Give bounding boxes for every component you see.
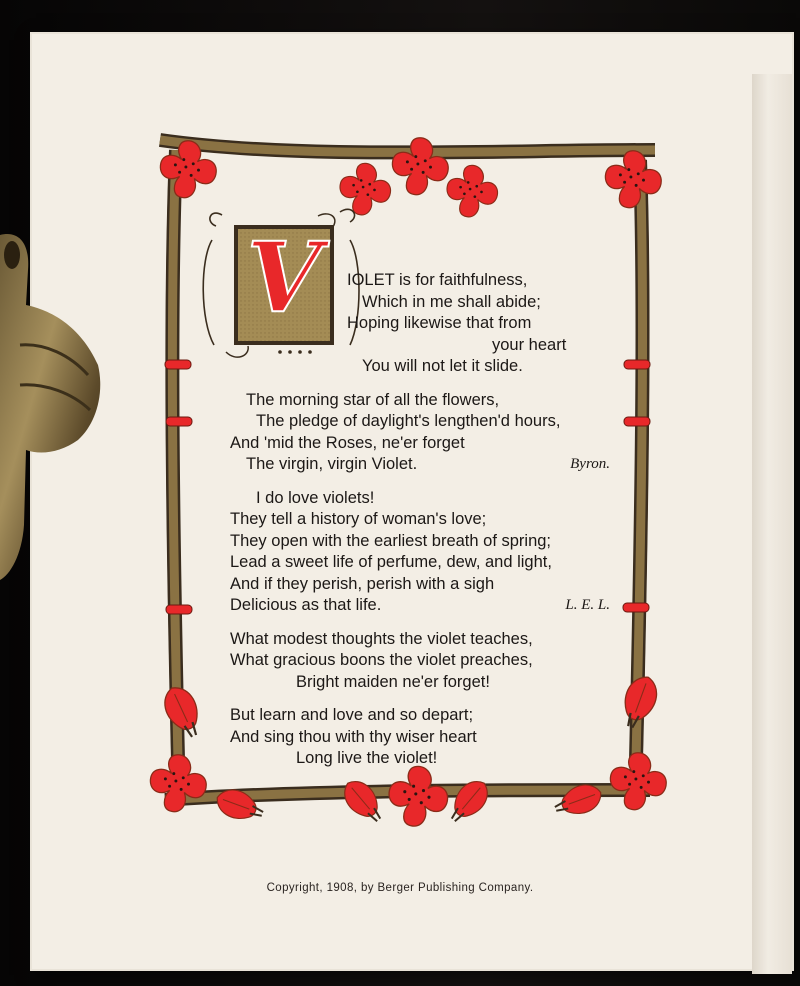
poem-line: What modest thoughts the violet teaches, bbox=[230, 629, 533, 648]
poem-line: And 'mid the Roses, ne'er forget bbox=[230, 433, 465, 452]
poem-attribution: L. E. L. bbox=[565, 597, 610, 613]
poem-line: They open with the earliest breath of spring; bbox=[230, 531, 552, 550]
poem-line: The virgin, virgin Violet. bbox=[246, 455, 418, 473]
poem-line: And if they perish, perish with a sigh bbox=[230, 574, 495, 593]
poem-line: Which in me shall abide; bbox=[362, 292, 541, 311]
poem-line: I do love violets! bbox=[256, 488, 375, 507]
frame-top-bar bbox=[160, 140, 655, 153]
copyright-line: Copyright, 1908, by Berger Publishing Company. bbox=[266, 882, 534, 894]
poem-stanza bbox=[230, 629, 620, 694]
poem-line: Hoping likewise that from bbox=[347, 314, 532, 332]
poem-line: your heart bbox=[492, 335, 567, 354]
poem-line: Lead a sweet life of perfume, dew, and light, bbox=[230, 553, 552, 571]
poem-line: But learn and love and so depart; bbox=[230, 706, 474, 724]
poem-stanza bbox=[230, 390, 620, 476]
poem-line: You will not let it slide. bbox=[362, 357, 523, 375]
poem-text bbox=[230, 270, 620, 782]
poem-line: Long live the violet! bbox=[296, 749, 438, 767]
poem-line: The morning star of all the flowers, bbox=[246, 390, 500, 409]
poem-line: Delicious as that life. bbox=[230, 596, 382, 614]
drop-cap-letter: V bbox=[246, 221, 322, 334]
flower-cluster-top-right bbox=[605, 151, 661, 208]
poem-stanza bbox=[230, 705, 620, 770]
poem-line: And sing thou with thy wiser heart bbox=[230, 727, 477, 746]
frame-left-bar bbox=[166, 150, 178, 760]
poem-stanza bbox=[226, 270, 620, 378]
poem-stanza bbox=[230, 488, 620, 617]
poem-line: The pledge of daylight's lengthen'd hours, bbox=[256, 412, 561, 430]
poem-line: What gracious boons the violet preaches, bbox=[230, 651, 533, 669]
frame-right-bar bbox=[636, 160, 649, 760]
poem-line: IOLET is for faithfulness, bbox=[347, 271, 528, 289]
poem-line: They tell a history of woman's love; bbox=[230, 510, 487, 528]
poem-attribution: Byron. bbox=[570, 456, 610, 472]
poem-line: Bright maiden ne'er forget! bbox=[296, 672, 490, 691]
